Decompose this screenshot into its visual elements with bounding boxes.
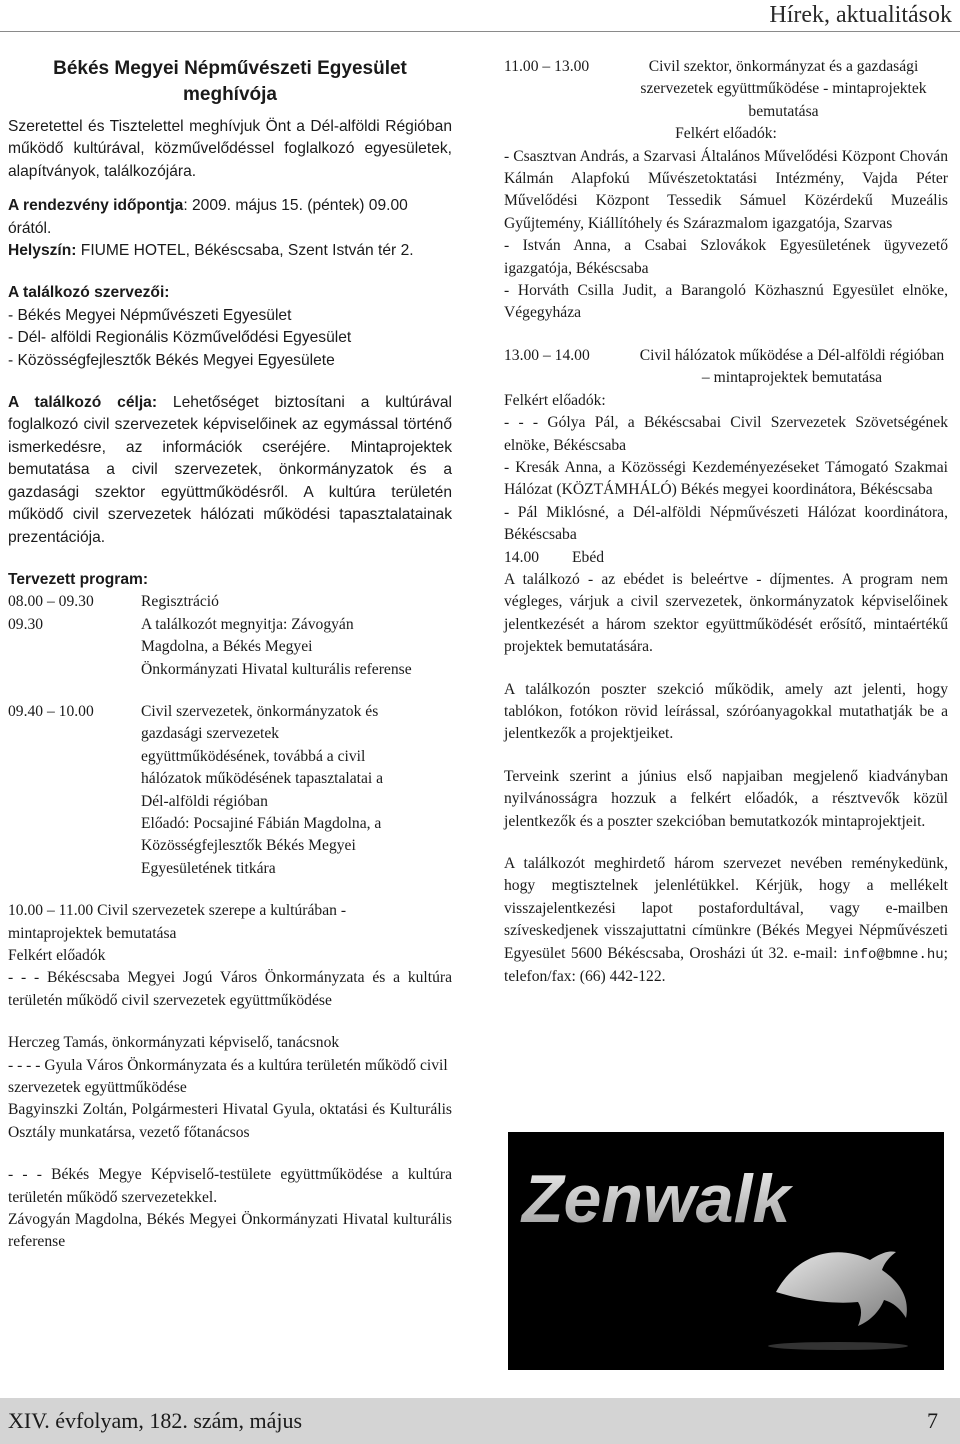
poster-note: A találkozón poszter szekció működik, amely azt jelenti, hogy tablókon, fotókon rövid leírással, szóróanyagokkal mutathatják be a jelentkezők a projektjeiket. <box>504 680 948 743</box>
header-divider <box>0 31 960 32</box>
contact-email[interactable]: info@bmne.hu <box>842 946 944 963</box>
page-footer <box>0 1398 960 1444</box>
program-desc: Civil szektor, önkormányzat és a gazdasági szervezetek együttműködése - mintaprojektek bemutatása <box>640 58 927 120</box>
program-desc: A találkozót megnyitja: Závogyán Magdolna, a Békés Megyei Önkormányzati Hivatal kulturális referense <box>141 615 412 678</box>
program-desc <box>141 701 452 880</box>
program-desc-line: gazdasági szervezetek <box>141 725 280 743</box>
program-row <box>504 56 948 123</box>
speaker-item: - - - Gólya Pál, a Békéscsabai Civil Szervezetek Szövetségének elnöke, Békéscsaba <box>504 414 948 454</box>
program-heading: Tervezett program: <box>8 570 149 588</box>
program-desc-line: hálózatok működésének tapasztalatai a <box>141 770 384 788</box>
program-desc: Civil hálózatok működése a Dél-alföldi régióban – mintaprojektek bemutatása <box>639 346 945 387</box>
program-time: 09.30 <box>8 615 44 633</box>
program-desc-line: Közösségfejlesztők Békés Megyei <box>141 837 356 855</box>
publication-note: Terveink szerint a június első napjaiban megjelenő kiadványban nyilvánosságra hozzuk a felkért előadók, a résztvevők közül jelentkezők és a poszter szekcióban bemutatkozók mintaprojektjeit. <box>504 767 948 830</box>
speakers-heading: Felkért előadók: <box>504 391 606 409</box>
event-time <box>8 195 452 240</box>
speaker-item: - Kresák Anna, a Közösségi Kezdeményezéseket Támogató Szakmai Hálózat (KÖZTÁMHÁLÓ) Békés megyei koordinátora, Békéscsaba <box>504 458 948 499</box>
program-line: mintaprojektek bemutatása <box>8 924 177 942</box>
speakers-heading: Felkért előadók: <box>675 125 777 143</box>
speaker-item: - Pál Miklósné, a Dél-alföldi Népművészeti Hálózat koordinátora, Békéscsaba <box>504 503 948 544</box>
intro-paragraph: Szeretettel és Tisztelettel meghívjuk Önt a Dél-alföldi Régióban működő kultúrával, közművelődéssel foglalkozó egyesületek, alapítványok, találkozójára. <box>8 118 452 180</box>
program-row <box>504 547 948 569</box>
program-row <box>8 591 452 613</box>
program-time: 14.00 <box>504 548 540 566</box>
speaker-item: - István Anna, a Csabai Szlovákok Egyesületének ügyvezető igazgatója, Békéscsaba <box>504 237 948 277</box>
goal-text: Lehetőséget biztosítani a kultúrával foglalkozó civil szervezetek képviselőinek az egymással történő ismerkedésre, az információk cseréjére. Mintaprojektek bemutatása a civil szervezetek, önkormányzatok és a gazdasági szektor együttműködésről. A kultúra területén működő civil szervezetek hálózati működési tapasztalatainak prezentációja. <box>8 394 452 546</box>
program-time: 09.40 – 10.00 <box>8 702 94 720</box>
page-number: 7 <box>927 1408 938 1433</box>
organizer-item: - Békés Megyei Népművészeti Egyesület <box>8 306 292 324</box>
program-desc-line: Dél-alföldi régióban <box>141 792 268 810</box>
organizer-item: - Dél- alföldi Regionális Közművelődési Egyesület <box>8 329 352 347</box>
program-time: 11.00 – 13.00 <box>504 58 590 75</box>
water-ripple <box>768 1342 908 1350</box>
speaker-line: Závogyán Magdolna, Békés Megyei Önkormányzati Hivatal kulturális referense <box>8 1211 452 1251</box>
zenwalk-logo <box>508 1132 944 1370</box>
program-desc-line: együttműködésének, továbbá a civil <box>141 747 366 765</box>
closing-paragraph <box>504 853 948 988</box>
program-row <box>504 345 948 390</box>
speaker-line: Bagyinszki Zoltán, Polgármesteri Hivatal Gyula, oktatási és Kulturális Osztály munkatársa, vezető főtanácsos <box>8 1101 452 1141</box>
closing-text-end: ; telefon/fax: (66) 442-122. <box>504 944 948 986</box>
program-line: Felkért előadók <box>8 947 106 964</box>
closing-text: A találkozót meghirdető három szervezet nevében reménykedünk, hogy megtisztelnek jelenlétükkel. Kérjük, hogy a mellékelt visszajelentkezési lapot postafordultával, vagy e-mailben szíveskedjenek visszajuttatni címünkre (Békés Megyei Népművészeti Egyesület 5600 Békéscsaba, Orosházi út 32. e-mail: <box>504 855 948 962</box>
program-time: 13.00 – 14.00 <box>504 346 590 364</box>
speaker-line: szervezetek együttműködése <box>8 1079 187 1097</box>
program-desc: Ebéd <box>572 548 605 566</box>
speaker-line: Herczeg Tamás, önkormányzati képviselő, tanácsnok <box>8 1034 340 1052</box>
issue-info: XIV. évfolyam, 182. szám, május <box>8 1408 303 1433</box>
program-desc-line: Előadó: Pocsajiné Fábián Magdolna, a <box>141 814 382 832</box>
program-row <box>8 701 452 880</box>
logo-wordmark: Zenwalk <box>522 1161 791 1237</box>
speaker-line: - - - - Gyula Város Önkormányzata és a kultúra területén működő civil <box>8 1056 448 1074</box>
dolphin-shape <box>776 1251 907 1326</box>
event-place-value: FIUME HOTEL, Békéscsaba, Szent István tér 2. <box>76 242 414 260</box>
goal-paragraph <box>8 392 452 549</box>
program-row <box>8 614 452 681</box>
article-title: Békés Megyei Népművészeti Egyesület meghívója <box>53 58 407 105</box>
event-place-label: Helyszín: <box>8 242 77 260</box>
program-line: 10.00 – 11.00 Civil szervezetek szerepe a kultúrában - <box>8 902 347 920</box>
event-time-label: A rendezvény időpontja <box>8 197 184 215</box>
program-desc-line: Egyesületének titkára <box>141 859 276 877</box>
section-title: Hírek, aktualitások <box>769 2 952 28</box>
goal-label: A találkozó célja: <box>8 394 158 412</box>
event-time-value: : 2009. május 15. (péntek) 09.00 órától. <box>8 197 408 237</box>
event-place <box>8 240 452 262</box>
speaker-item: - - - Békés Megye Képviselő-testülete együttműködése a kultúra területén működő szervezetekkel. <box>8 1166 452 1206</box>
right-column <box>504 56 948 988</box>
speaker-item: - Horváth Csilla Judit, a Barangoló Közhasznú Egyesület elnöke, Végegyháza <box>504 282 948 322</box>
zenwalk-logo-graphic <box>508 1132 944 1370</box>
left-column <box>8 56 452 1254</box>
organizers-heading: A találkozó szervezői: <box>8 284 170 302</box>
program-desc: Regisztráció <box>141 593 219 611</box>
lunch-note: A találkozó - az ebédet is beleértve - díjmentes. A program nem végleges, várjuk a civil szervezetek, önkormányzatok képviselőinek jelentkezését a három szektor együttműködését erősítő, mintaértékű projektek bemutatására. <box>504 570 948 656</box>
speaker-item: - - - Békéscsaba Megyei Jogú Város Önkormányzata és a kultúra területén működő civil szervezetek együttműködése <box>8 969 452 1009</box>
program-desc-line: Civil szervezetek, önkormányzatok és <box>141 702 379 720</box>
speaker-item: - Csasztvan András, a Szarvasi Általános Művelődési Központ Chován Kálmán Alapfokú Művészetoktatási Intézmény, Vajda Péter Művelődési Központ Tessedik Sámuel Közérdekű Muzeális Gyűjtemény, Kiállítóhely és Szárazmalom igazgatója, Szarvas <box>504 147 948 232</box>
program-time: 08.00 – 09.30 <box>8 593 94 611</box>
organizer-item: - Közösségfejlesztők Békés Megyei Egyesülete <box>8 351 335 369</box>
